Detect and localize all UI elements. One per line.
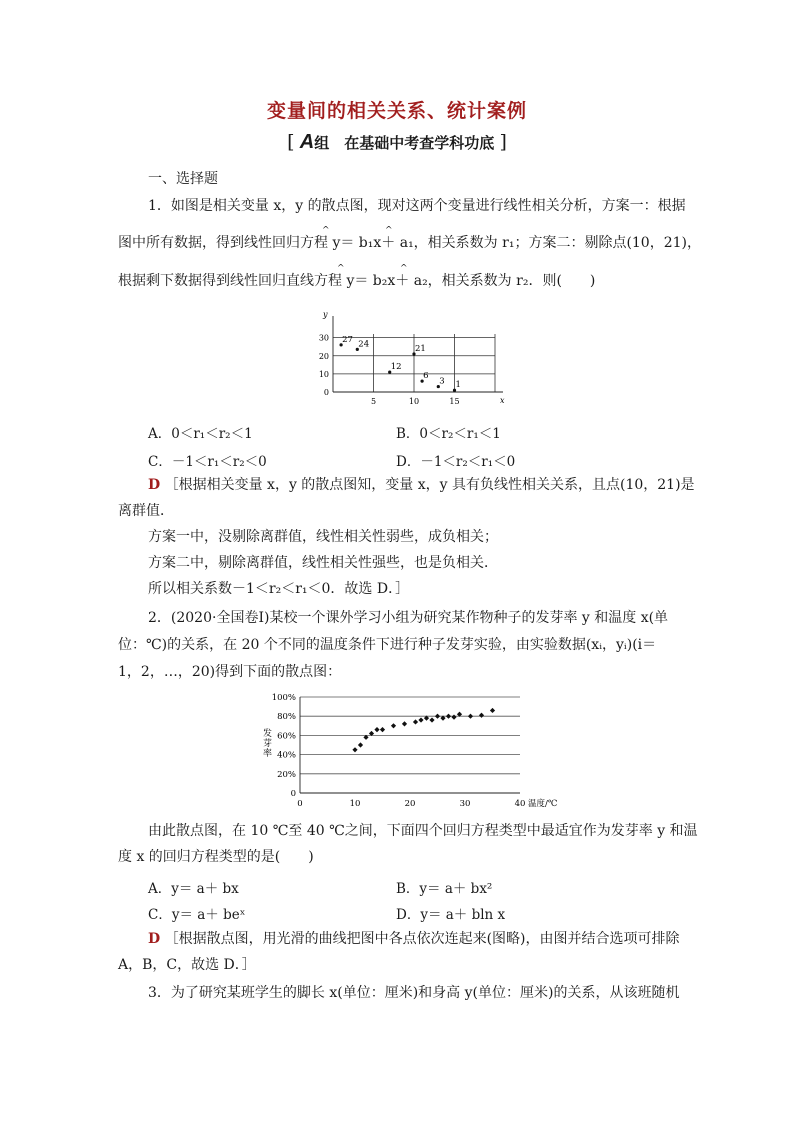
x-tick-label: 10	[349, 799, 361, 809]
hat-mark: ^	[385, 226, 393, 236]
hat-mark: ^	[322, 226, 330, 236]
q1-explanation-text: ［根据相关变量 x，y 的散点图知，变量 x，y 具有负线性相关关系，且点(10，21)是	[164, 477, 695, 493]
section-heading: 一、选择题	[148, 171, 218, 187]
hat-mark: ^	[337, 264, 345, 274]
y-tick-label: 0	[290, 789, 296, 799]
y-tick-label: 30	[318, 333, 329, 343]
data-label: 24	[358, 339, 370, 350]
x-tick-label: 10	[408, 397, 420, 406]
q1-option-d: D．－1＜r₂＜r₁＜0	[396, 454, 516, 470]
q1-explanation-4: 方案二中，剔除离群值，线性相关性强些，也是负相关．	[148, 555, 498, 571]
data-label: 1	[455, 380, 461, 391]
q1-line2: 图中所有数据，得到线性回归方程 y＝ b₁x＋ a₁，相关系数为 r₁；方案二：剔除点(10，21)，	[118, 235, 701, 251]
q1-option-a: A．0＜r₁＜r₂＜1	[148, 426, 253, 442]
y-tick-label: 40%	[277, 750, 296, 761]
y-axis-label: y	[323, 310, 328, 319]
x-tick-label: 40	[514, 799, 526, 809]
data-label: 6	[423, 371, 429, 382]
q2-line3: 1，2，…，20)得到下面的散点图：	[118, 664, 342, 680]
page-title: 变量间的相关关系、统计案例	[266, 100, 527, 122]
data-label: 12	[390, 362, 402, 373]
data-point	[358, 742, 363, 747]
q2-line2: 位：℃)的关系，在 20 个不同的温度条件下进行种子发芽实验，由实验数据(xᵢ，yᵢ)(i＝	[118, 637, 657, 653]
y-tick-label: 20%	[277, 769, 296, 780]
q2-option-b: B．y＝ a＋ bx²	[396, 881, 493, 897]
group-text: 组 在基础中考查学科功底	[314, 134, 495, 152]
data-point	[429, 717, 434, 722]
y-tick-label: 60%	[277, 731, 296, 742]
q2-option-c: C．y＝ a＋ beˣ	[148, 907, 246, 923]
q2-answer-letter: D	[148, 931, 161, 947]
data-point	[413, 719, 418, 724]
q1-line1: 1．如图是相关变量 x，y 的散点图，现对这两个变量进行线性相关分析，方案一：根据	[148, 198, 686, 214]
x-tick-label: 15	[449, 397, 460, 406]
q1-line3: 根据剩下数据得到线性回归直线方程 y＝ b₂x＋ a₂，相关系数为 r₂．则( )	[118, 273, 596, 289]
data-label: 27	[342, 334, 353, 345]
y-tick-label: 80%	[277, 712, 296, 723]
data-point	[374, 727, 379, 732]
q1-option-c: C．－1＜r₁＜r₂＜0	[148, 454, 267, 470]
hat-mark: ^	[400, 264, 408, 274]
data-point	[435, 714, 440, 719]
q2-option-d: D．y＝ a＋ bln x	[396, 907, 506, 923]
y-axis-label: 发芽率	[261, 728, 271, 758]
x-axis-label: x	[500, 396, 505, 405]
q1-explanation-3: 方案一中，没剔除离群值，线性相关性弱些，成负相关；	[148, 529, 498, 545]
q2-after-2: 度 x 的回归方程类型的是( )	[118, 849, 314, 865]
group-bracket-right: ]	[499, 131, 507, 153]
group-letter: A	[299, 131, 315, 153]
q1-option-b: B．0＜r₂＜r₁＜1	[396, 426, 501, 442]
group-heading	[0, 131, 794, 154]
x-tick-label: 0	[297, 799, 303, 809]
q1-explanation-2: 离群值．	[118, 503, 174, 519]
data-label: 21	[415, 343, 426, 354]
data-point	[468, 714, 473, 719]
y-tick-label: 100%	[271, 693, 296, 703]
data-label: 3	[439, 376, 445, 387]
x-tick-label: 5	[370, 397, 377, 406]
data-point	[391, 723, 396, 728]
q2-explanation-text: ［根据散点图，用光滑的曲线把图中各点依次连起来(图略)，由图并结合选项可排除	[164, 931, 680, 947]
data-point	[418, 717, 423, 722]
q1-explanation-5: 所以相关系数－1＜r₂＜r₁＜0．故选 D．］	[148, 581, 410, 597]
q1-explanation-1	[148, 476, 695, 494]
x-tick-label: 20	[404, 799, 416, 809]
data-point	[446, 714, 451, 719]
y-tick-label: 20	[318, 351, 329, 361]
y-tick-label: 10	[318, 369, 329, 379]
data-point	[352, 747, 357, 752]
x-axis-label: 温度/℃	[528, 799, 558, 809]
data-point	[380, 727, 385, 732]
q2-explanation-2: A，B，C，故选 D．］	[118, 957, 256, 973]
q2-line1: 2．(2020·全国卷Ⅰ)某校一个课外学习小组为研究某作物种子的发芽率 y 和温度 x(单	[148, 610, 669, 626]
q3-line1: 3．为了研究某班学生的脚长 x(单位：厘米)和身高 y(单位：厘米)的关系，从该班随机	[148, 985, 680, 1001]
q2-option-a: A．y＝ a＋ bx	[148, 881, 239, 897]
q1-answer-letter: D	[148, 477, 161, 493]
x-tick-label: 30	[459, 799, 471, 809]
q2-explanation-1	[148, 930, 680, 948]
scatter-chart-2	[252, 686, 582, 812]
data-point	[490, 708, 495, 713]
data-point	[451, 715, 456, 720]
q2-after-1: 由此散点图，在 10 ℃至 40 ℃之间，下面四个回归方程类型中最适宜作为发芽率 y 和温	[148, 823, 698, 839]
group-bracket-left: [	[287, 131, 295, 153]
y-tick-label: 0	[323, 388, 329, 397]
data-point	[479, 713, 484, 718]
data-point	[402, 721, 407, 726]
scatter-chart-1	[305, 308, 515, 408]
